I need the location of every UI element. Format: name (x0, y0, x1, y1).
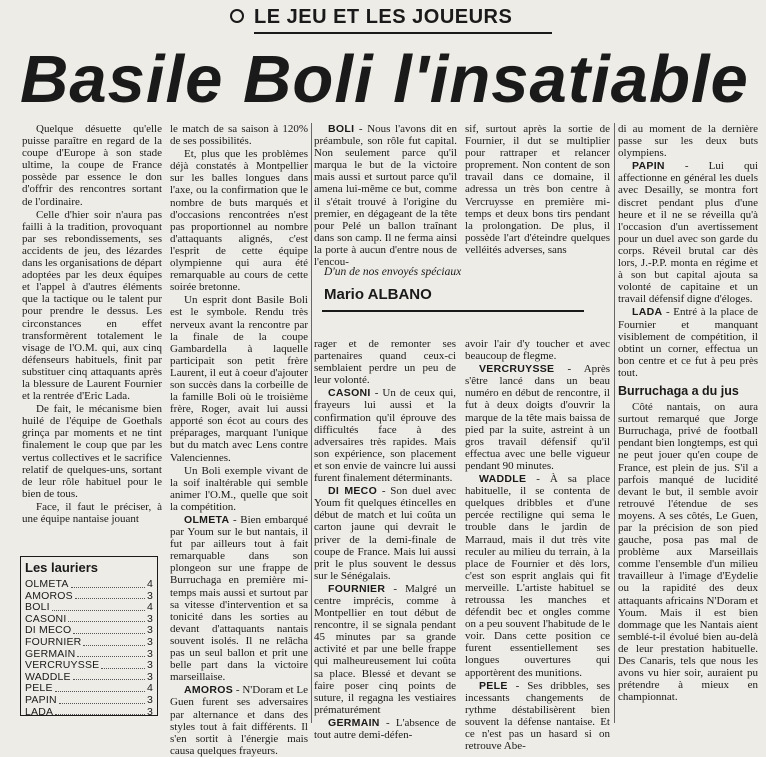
player-text: - Après s'être lancé dans un beau numéro en début de rencontre, il fut à deux doigts d'ouvrir la marque de la tête mais baissa de pied par la suite, astreint à un gros travail défensif qu'il effectua avec une belle vigueur pendant 90 minutes. (465, 363, 610, 472)
section-rubric (230, 6, 560, 32)
article-column-4-bottom (465, 338, 611, 753)
player-paragraph-vercruysse (465, 363, 610, 472)
player-name: AMOROS (184, 684, 234, 697)
lauriers-player-name: WADDLE (25, 670, 71, 683)
player-name: BOLI (328, 123, 355, 135)
lauriers-row (25, 579, 153, 591)
dot-leader (73, 672, 145, 681)
article-column-3-bottom (314, 338, 457, 741)
player-text: - Lui qui affectionne en général les duels avec Desailly, se montra fort discret pendant plus d'une heure et il ne se réveilla qu'à l'occasion d'un avertissement pour un duel avec son garde du corps. Réveil brutal car dès lors, J.-P.P. monta en régime et à son but capital ajouta sa volonté de capitaine et un travail défensif digne d'éloges. (618, 160, 758, 306)
lauriers-score: 3 (146, 635, 153, 648)
player-text: - Entré à la place de Fournier et manquant visiblement de compétition, il obtint un corner, effectua un bon centre et ce fut à peu près tout. (618, 306, 759, 379)
dot-leader (77, 649, 145, 658)
player-text: - Ses dribbles, ses incessants changements de rythme déstabilisèrent bien souvent la défense nantaise. Et ce n'est pas un hasard si on retrouve Abe- (465, 679, 611, 753)
dot-leader (52, 602, 145, 611)
player-paragraph-papin (618, 160, 758, 305)
player-paragraph-lada (618, 306, 758, 379)
lauriers-title: Les lauriers (25, 560, 98, 575)
byline (322, 266, 584, 328)
paragraph: Côté nantais, on aura surtout remarqué que Jorge Burruchaga, privé de football pendant bien longtemps, est qui ne peut jouer qu'en coupe de France, est plein de jus. S'il a parfois manqué de lucidité devant le but, il semble avoir retrouvé l'étendue de ses moyens. A ses côtés, Le Guen, par la précision de son pied gauche, posa pas mal de problème aux Marseillais comme l'ensemble d'un milieu travailleur à l'image d'Eydelie ou la rapidité des deux attaquants africains N'Doram et Youm. Mais il est bien dommage que les Nantais aient semblé-t-il évolué bien au-delà de leur prestation habituelle. Des Canaris, tels que nous les avons vu hier soir, auraient pu prétendre à mieux en championnat. (618, 401, 758, 704)
lauriers-score: 3 (146, 693, 153, 706)
paragraph: Celle d'hier soir n'aura pas failli à la tradition, provoquant par ses rebondissements, ses accidents de jeu, des lézardes dans les organisations de départ adoptées par les deux équipes et l'appel à d'autres éléments que la tactique ou le talent pur pour prendre le dessus. Les circonstances en effet transformèrent totalement le visage de l'O.M. qui, aux cinq défenseurs habituels, finit par substituer cinq attaquants après la blessure de Laurent Fournier et la rentrée d'Eric Lada. (22, 208, 162, 403)
player-text: - Nous l'avons dit en préambule, son rôle fut capital. Non seulement parce qu'il marqua le but de la victoire mais aussi et surtout parce qu'il amena lui-même ce but, comme il s'était trouvé à l'origine du premier, en dégageant de la tête pour Pelé un ballon traînant dans son camp. Il ne ferma ainsi la porte à aucun d'entre nous de l'encou- (314, 123, 457, 269)
column-divider (614, 123, 615, 723)
byline-intro: D'un de nos envoyés spéciaux (324, 266, 462, 278)
dot-leader (59, 695, 145, 704)
paragraph: di au moment de la dernière passe sur les deux buts olympiens. (618, 123, 758, 160)
player-name: VERCRUYSSE (479, 363, 555, 376)
subheading: Burruchaga a du jus (618, 383, 739, 398)
paragraph: rager et de remonter ses partenaires quand ceux-ci semblaient perdre un peu de leur volonté. (314, 338, 456, 387)
lauriers-score: 3 (146, 659, 153, 672)
article-column-1 (22, 123, 162, 525)
lauriers-player-name: BOLI (25, 601, 50, 614)
paragraph: Et, plus que les problèmes déjà constatés à Montpellier sur les balles longues dans l'axe, ou la confirmation que le nombre de buts marqués et d'occasions rencontrées n'est pas proportionnel au nombre d'attaquants alignés, c'est l'esprit de cette équipe olympienne qui aura été remarquable au cours de cette soirée bretonne. (170, 148, 308, 294)
player-paragraph-dimeco (314, 485, 456, 582)
lauriers-player-name: VERCRUYSSE (25, 659, 100, 672)
player-paragraph-fournier (314, 583, 456, 716)
dot-leader (83, 637, 145, 646)
player-text: - Malgré un centre imprécis, comme à Montpellier en tout début de rencontre, il se signala pendant 45 minutes par sa grande activité et par une belle frappe qui malheureusement lui coûta sa place. Blessé et devant se faire poser cinq points de suture, il regagna les vestiaires prématurément (314, 582, 456, 716)
lauriers-player-name: PAPIN (25, 693, 57, 706)
rubric-underline (254, 32, 552, 34)
paragraph: De fait, le mécanisme bien huilé de l'équipe de Goethals grinça par moments et ne tint finalement le coup que par les vertus collectives et le sacrifice relatif de quelques-uns, sortant de leur rôle habituel pour le bien de tous. (22, 403, 162, 500)
player-text: - N'Doram et Le Guen furent ses adversaires par alternance et dans des styles tout à fait différents. Il s'en sortit à l'énergie mais causa quelques frayeurs. (170, 684, 308, 757)
player-text: - Bien embarqué par Youm sur le but nantais, il fut par ailleurs tout à fait remarquable dans son plongeon sur une frappe de Burruchaga en première mi-temps mais aussi et surtout par sa vitesse d'intervention et sa tonicité dans les sorties au devant d'attaquants nantais souvent isolés. Il ne relâcha pas un seul ballon et prit une belle part dans la victoire marseillaise. (170, 514, 308, 684)
player-text: - L'absence de tout autre demi-défen- (314, 716, 456, 741)
player-name: PAPIN (632, 160, 665, 173)
lauriers-score: 3 (146, 589, 153, 602)
lauriers-player-name: CASONI (25, 612, 67, 625)
lauriers-row (25, 637, 153, 649)
dot-leader (101, 660, 145, 669)
player-text: - À sa place habituelle, il se contenta de quelques dribbles et d'une percée rectiligne qui sema le trouble dans le jardin de Marraud, mais il dut très vite reculer au milieu du terrain, à la place de Fournier et dès lors, c'est son esprit anglais qui fit merveille. L'artiste habituel se retroussa les manches et défendit bec et ongles comme on a peu souvent l'habitude de le voir. Dans cette position ce furent essentiellement ses longues ouvertures qui apportèrent des munitions. (465, 473, 610, 679)
player-name: PELE (479, 679, 508, 692)
lauriers-score: 4 (146, 682, 153, 695)
lauriers-player-name: OLMETA (25, 578, 69, 590)
player-name: WADDLE (479, 473, 527, 486)
lauriers-score: 3 (146, 612, 153, 625)
lauriers-row (25, 695, 153, 707)
article-column-5 (618, 123, 758, 728)
player-paragraph-casoni (314, 387, 456, 484)
lauriers-score: 3 (146, 647, 153, 660)
player-name: LADA (632, 306, 663, 319)
dot-leader (75, 591, 145, 600)
dot-leader (71, 579, 145, 588)
article-column-4-top (465, 123, 610, 258)
dot-leader (73, 625, 145, 634)
player-paragraph-olmeta (170, 514, 308, 683)
lauriers-box (20, 556, 158, 716)
paragraph: Face, il faut le préciser, à une équipe nantaise jouant (22, 500, 162, 525)
lauriers-player-name: LADA (25, 705, 54, 718)
paragraph: sif, surtout après la sortie de Fournier, il dut se multiplier pour rattraper et relancer proprement. Non content de son travail dans ce domaine, il adressa un très bon centre à Vercruysse en première mi-temps et deux bons tirs pendant la prolongation. De plus, il possède l'art d'éteindre quelques velléités adverses, sans (465, 123, 610, 256)
column-divider (311, 123, 312, 723)
lauriers-score: 3 (146, 624, 153, 637)
player-paragraph-amoros (170, 684, 308, 757)
paragraph: avoir l'air d'y toucher et avec beaucoup de flegme. (465, 338, 610, 363)
author-name: Mario ALBANO (324, 286, 432, 303)
player-paragraph-waddle (465, 473, 610, 679)
player-paragraph-pele (465, 680, 610, 753)
lauriers-player-name: DI MECO (25, 624, 72, 637)
dot-leader (55, 683, 145, 692)
byline-rule (322, 310, 584, 312)
lauriers-score: 4 (146, 601, 153, 614)
paragraph: le match de sa saison à 120% de ses possibilités. (170, 123, 308, 148)
lauriers-player-name: GERMAIN (25, 647, 76, 660)
player-text: - Son duel avec Youm fit quelques étincelles en début de match et lui coûta un carton jaune qui devrait le priver de la demi-finale de coupe de France. Mais lui aussi prit le plus souvent le dessus sur le Sénégalais. (314, 485, 457, 582)
player-paragraph-germain (314, 717, 456, 741)
paragraph: Un esprit dont Basile Boli est le symbole. Rendu très nerveux avant la rencontre par la finale de la coupe Gambardella à laquelle participait son petit frère Laurent, il eut à coeur d'ajouter son succès dans la corbeille de la famille Boli où le troisième frère, Roger, avait lui aussi apporté son écot au cours des préparages, marquant l'unique but du match avec Lens contre Valenciennes. (170, 294, 308, 464)
player-paragraph-boli (314, 123, 457, 268)
player-name: OLMETA (184, 514, 230, 526)
lauriers-player-name: FOURNIER (25, 635, 82, 648)
lauriers-row (25, 707, 153, 719)
player-text: - Un de ceux qui, frayeurs lui aussi et la confirmation qu'il éprouve des difficultés face à des adversaires très rapides. Mais son expérience, son placement et son envie de vaincre lui aussi furent finalement déterminants. (314, 387, 457, 485)
paragraph: Un Boli exemple vivant de la soif inaltérable qui semble animer l'O.M., quelle que soit la compétition. (170, 464, 308, 513)
article-column-2 (170, 123, 308, 757)
lauriers-score: 3 (146, 670, 153, 683)
lauriers-player-name: PELE (25, 682, 53, 695)
paragraph: Quelque désuette qu'elle puisse paraître en regard de la coupe d'Europe à son stade ultime, la coupe de France possède par essence le don d'offrir des rencontres sortant de l'ordinaire. (22, 123, 162, 208)
lauriers-list (25, 579, 153, 718)
lauriers-row (25, 660, 153, 672)
player-name: GERMAIN (328, 716, 380, 729)
lauriers-score: 3 (146, 705, 153, 718)
rubric-title: LE JEU ET LES JOUEURS (254, 6, 513, 28)
lauriers-player-name: AMOROS (25, 589, 73, 602)
player-name: FOURNIER (328, 582, 386, 595)
circle-bullet-icon (230, 9, 244, 23)
lauriers-score: 4 (146, 578, 153, 590)
player-name: CASONI (328, 387, 371, 400)
article-column-3-top (314, 123, 457, 269)
dot-leader (68, 614, 144, 623)
headline: Basile Boli l'insatiable (20, 42, 749, 117)
dot-leader (55, 707, 145, 716)
player-name: DI MECO (328, 485, 378, 498)
